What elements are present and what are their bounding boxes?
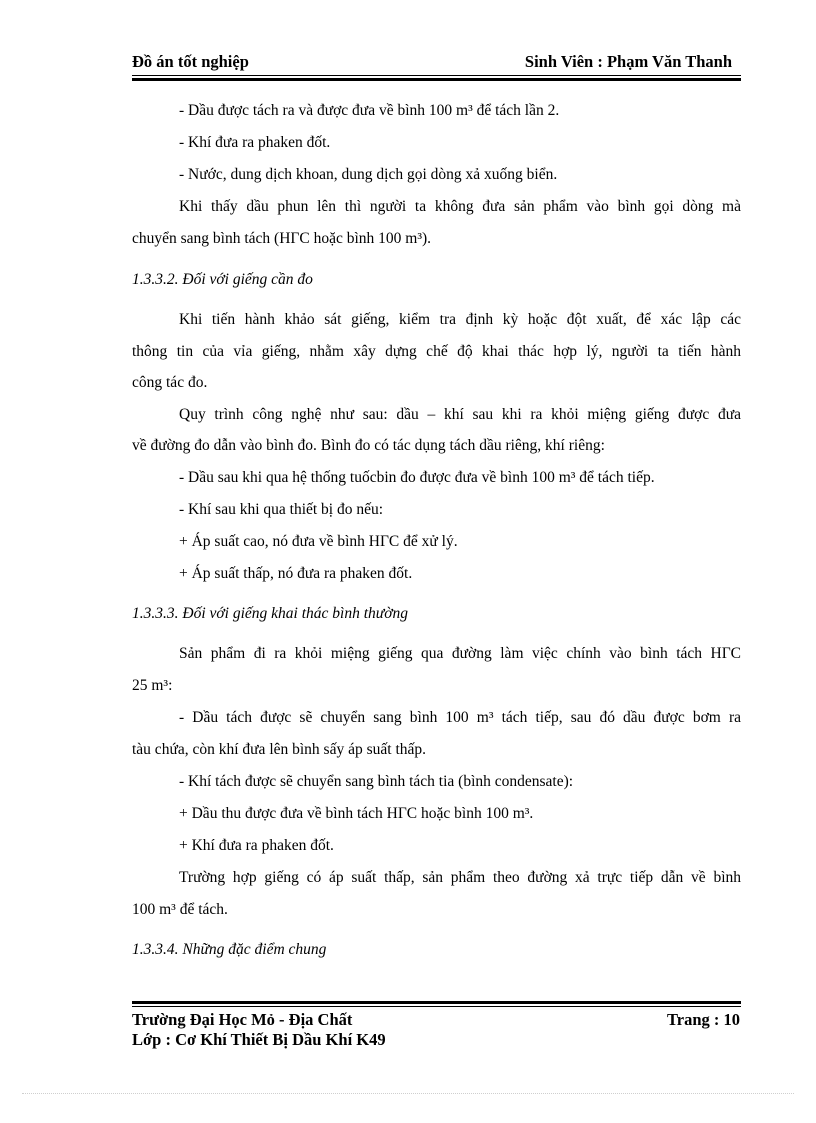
body-line: - Nước, dung dịch khoan, dung dịch gọi dòng xả xuống biển.	[179, 166, 558, 183]
body-line: - Khí sau khi qua thiết bị đo nếu:	[179, 501, 384, 518]
paragraph-line: Sản phẩm đi ra khỏi miệng giếng qua đường làm việc chính vào bình tách HΓC	[179, 645, 741, 662]
page-edge-divider	[22, 1093, 794, 1094]
section-heading: 1.3.3.4. Những đặc điểm chung	[132, 941, 327, 958]
header-title: Đồ án tốt nghiệp	[132, 52, 249, 71]
header-author: Sinh Viên : Phạm Văn Thanh	[524, 52, 732, 71]
paragraph-line: - Dầu tách được sẽ chuyển sang bình 100 m³ tách tiếp, sau đó dầu được bơm ra	[179, 709, 741, 726]
footer-class: Lớp : Cơ Khí Thiết Bị Dầu Khí K49	[132, 1030, 386, 1049]
footer-line-2	[132, 1030, 740, 1050]
footer-school: Trường Đại Học Mỏ - Địa Chất	[132, 1010, 353, 1029]
paragraph-line: 25 m³:	[132, 677, 173, 694]
header-rule-thin	[132, 75, 741, 76]
body-line: - Dầu được tách ra và được đưa về bình 100 m³ để tách lần 2.	[179, 102, 560, 119]
body-line: - Dầu sau khi qua hệ thống tuốcbin đo được đưa về bình 100 m³ để tách tiếp.	[179, 469, 655, 486]
section-heading: 1.3.3.3. Đối với giếng khai thác bình thường	[132, 605, 408, 622]
paragraph-line: Khi tiến hành khảo sát giếng, kiểm tra định kỳ hoặc đột xuất, để xác lập các	[179, 311, 741, 328]
paragraph-line: Trường hợp giếng có áp suất thấp, sản phẩm theo đường xả trực tiếp dẫn về bình	[179, 869, 741, 886]
section-heading: 1.3.3.2. Đối với giếng cần đo	[132, 271, 313, 288]
body-line: - Khí đưa ra phaken đốt.	[179, 134, 331, 151]
header-rule-thick	[132, 78, 741, 81]
body-line: + Áp suất cao, nó đưa về bình HΓC để xử lý.	[179, 533, 458, 550]
footer-line-1	[132, 1010, 740, 1030]
paragraph-line: công tác đo.	[132, 374, 208, 391]
body-line: + Dầu thu được đưa về bình tách HΓC hoặc bình 100 m³.	[179, 805, 534, 822]
page-number: Trang : 10	[666, 1010, 740, 1029]
paragraph-line: thông tin của vỉa giếng, nhằm xây dựng chế độ khai thác hợp lý, người ta tiến hành	[132, 343, 741, 360]
footer-rule-thin	[132, 1006, 741, 1007]
body-line: - Khí tách được sẽ chuyển sang bình tách tia (bình condensate):	[179, 773, 574, 790]
body-line: + Áp suất thấp, nó đưa ra phaken đốt.	[179, 565, 413, 582]
paragraph-line: Khi thấy dầu phun lên thì người ta không đưa sản phẩm vào bình gọi dòng mà	[179, 198, 741, 215]
paragraph-line: 100 m³ để tách.	[132, 901, 228, 918]
page-header	[132, 50, 740, 74]
paragraph-line: về đường đo dẫn vào bình đo. Bình đo có tác dụng tách dầu riêng, khí riêng:	[132, 437, 605, 454]
paragraph-line: chuyển sang bình tách (HΓC hoặc bình 100 m³).	[132, 230, 432, 247]
paragraph-line: tàu chứa, còn khí đưa lên bình sấy áp suất thấp.	[132, 741, 427, 758]
footer-rule-thick	[132, 1001, 741, 1004]
paragraph-line: Quy trình công nghệ như sau: dầu – khí sau khi ra khỏi miệng giếng được đưa	[179, 406, 741, 423]
body-line: + Khí đưa ra phaken đốt.	[179, 837, 334, 854]
